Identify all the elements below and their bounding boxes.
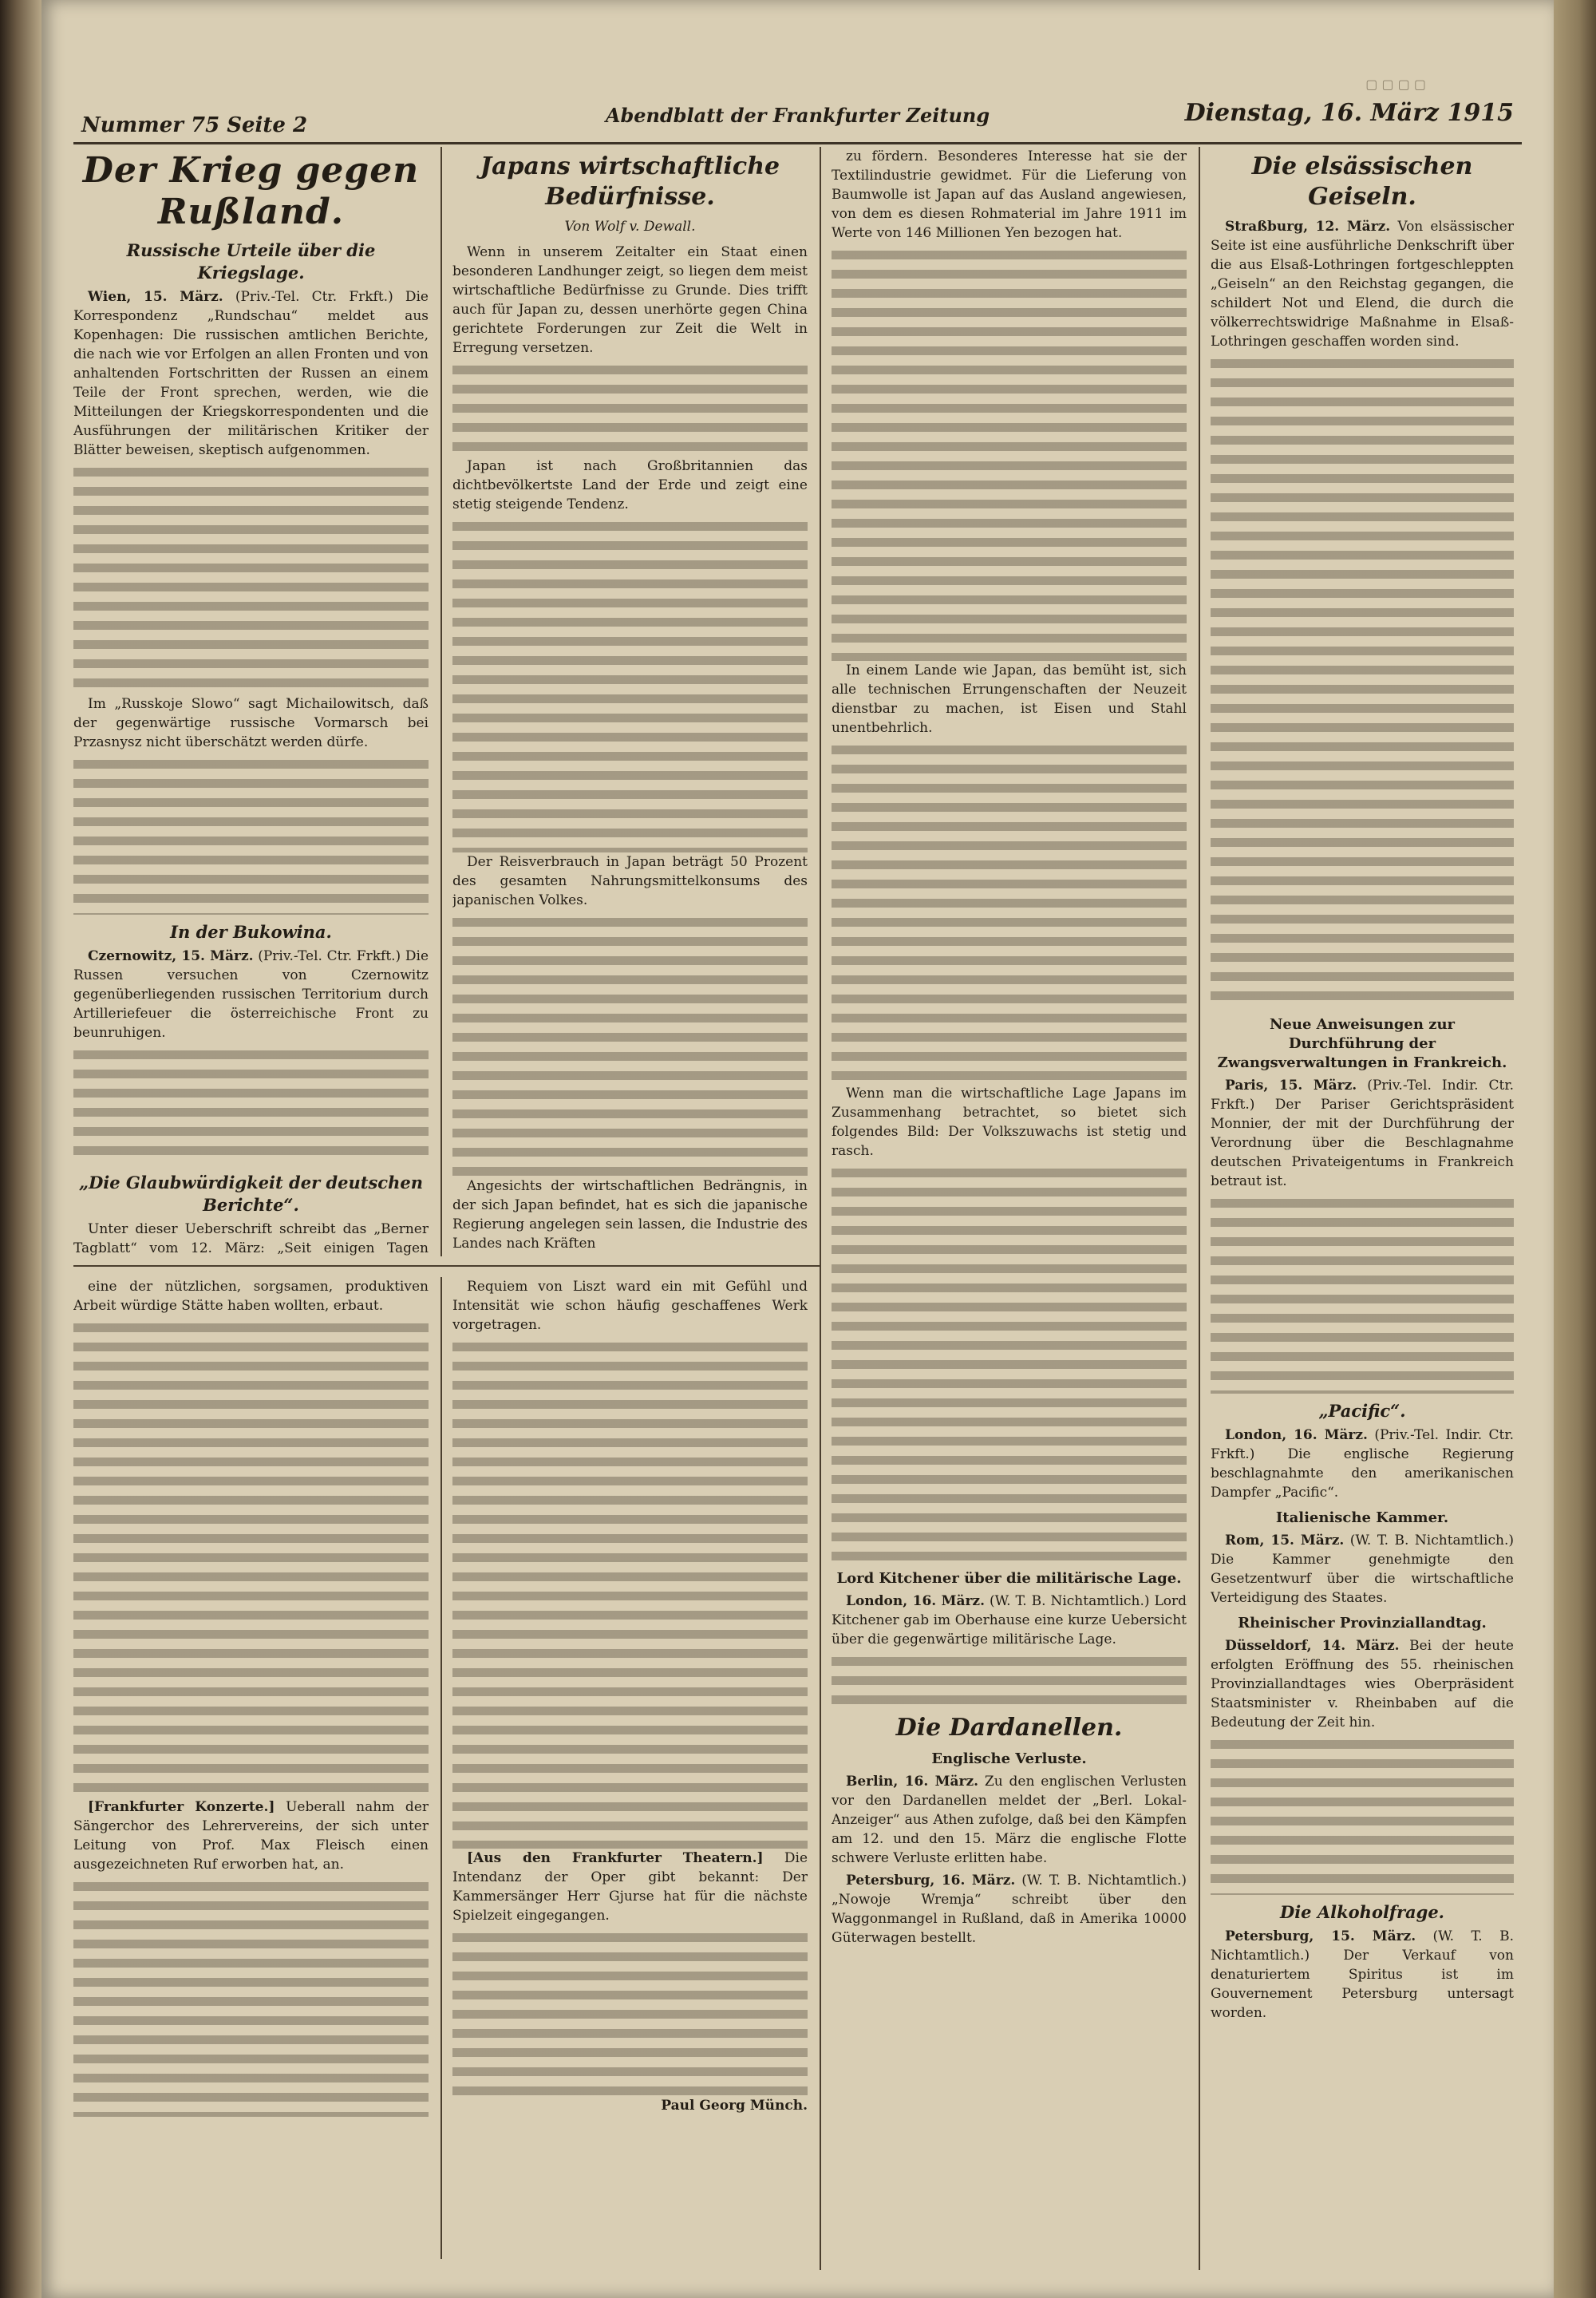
- text-block: [73, 1046, 429, 1165]
- headline-dardanellen: Die Dardanellen.: [895, 1714, 1123, 1742]
- article-paragraph: eine der nützlichen, sorgsamen, produktiven Arbeit würdige Stätte haben wollten, erbaut.: [73, 1279, 429, 1314]
- headline-kitchener: Lord Kitchener über die militärische Lage.: [836, 1570, 1182, 1587]
- headline-alkohol: Die Alkoholfrage.: [1279, 1902, 1444, 1922]
- headline-geiseln: Die elsässischen Geiseln.: [1251, 152, 1473, 211]
- article-paragraph: Japan ist nach Großbritannien das dichtbevölkertste Land der Erde und zeigt eine stetig steigende Tendenz.: [452, 458, 808, 512]
- article-paragraph: Paris, 15. März. (Priv.-Tel. Indir. Ctr. Frkft.) Der Pariser Gerichtspräsident Monnier, der mit der Durchführung der Verordnung über die Beschlagnahme deutschen Privateigentums in Frankreich betraut ist.: [1211, 1078, 1514, 1189]
- article-paragraph: London, 16. März. (Priv.-Tel. Indir. Ctr. Frkft.) Die englische Regierung beschlagnahmte den amerikanischen Dampfer „Pacific“.: [1211, 1427, 1514, 1501]
- text-block: [1211, 1735, 1514, 1895]
- column-1: [73, 147, 429, 1256]
- text-block: [1211, 354, 1514, 1009]
- subhead-bukowina: In der Bukowina.: [170, 922, 332, 942]
- signature: Paul Georg Münch.: [661, 2098, 808, 2114]
- article-paragraph: Straßburg, 12. März. Von elsässischer Seite ist eine ausführliche Denkschrift über die aus Elsaß-Lothringen fortgeschleppten „Geiseln“ an den Reichstag gegangen, die schildert Not und Elend, die durch die völkerrechtswidrige Maßnahme in Elsaß-Lothringen geschaffen worden sind.: [1211, 219, 1514, 350]
- subhead-urteile: Russische Urteile über die Kriegslage.: [126, 240, 376, 283]
- text-block: [452, 1338, 808, 1849]
- headline-krieg: Der Krieg gegen Rußland.: [82, 150, 420, 232]
- article-paragraph: Czernowitz, 15. März. (Priv.-Tel. Ctr. Frkft.) Die Russen versuchen von Czernowitz gegenüberliegenden russischen Territorium durch Artilleriefeuer die österreichische Front zu beunruhigen.: [73, 948, 429, 1041]
- issue-date: Dienstag, 16. März 1915: [1184, 99, 1514, 127]
- article-paragraph: Wien, 15. März. (Priv.-Tel. Ctr. Frkft.) Die Korrespondenz „Rundschau“ meldet aus Kopenhagen: Die russischen amtlichen Berichte, die nach wie vor Erfolgen an allen Fronten und von anhaltenden Fortschritten der Russen an einem Teile der Front sprechen, werden, wie die Mitteilungen der Kriegskorrespondenten und die Ausführungen der militärischen Kritiker der Blätter beweisen, skeptisch aufgenommen.: [73, 289, 429, 458]
- page-edge: [1554, 0, 1596, 2298]
- article-paragraph: Angesichts der wirtschaftlichen Bedrängnis, in der sich Japan befindet, hat es sich die japanische Regierung angelegen sein lassen, die Industrie des Landes nach Kräften: [452, 1178, 808, 1252]
- text-block: [1211, 1194, 1514, 1394]
- article-paragraph: [Aus den Frankfurter Theatern.] Die Intendanz der Oper gibt bekannt: Der Kammersänger Herr Gjurse hat für die nächste Spielzeit eingegangen.: [452, 1850, 808, 1924]
- article-paragraph: Wenn man die wirtschaftliche Lage Japans im Zusammenhang betrachtet, so bietet sich folgendes Bild: Der Volkszuwachs ist stetig und rasch.: [832, 1086, 1187, 1159]
- text-block: [73, 755, 429, 915]
- subhead-glaubwuerdigkeit: „Die Glaubwürdigkeit der deutschen Berichte“.: [78, 1173, 423, 1215]
- masthead: [73, 70, 1522, 144]
- text-block: [832, 246, 1187, 661]
- article-paragraph: Petersburg, 16. März. (W. T. B. Nichtamtlich.) „Nowoje Wremja“ schreibt über den Waggonmangel in Rußland, daß in Amerika 10000 Güterwagen bestellt.: [832, 1873, 1187, 1946]
- article-paragraph: Wenn in unserem Zeitalter ein Staat einen besonderen Landhunger zeigt, so liegen dem meist wirtschaftliche Bedürfnisse zu Grunde. Dies trifft auch für Japan zu, dessen unerhörte gegen China gerichtete Forderungen zur Zeit die Welt in Erregung versetzen.: [452, 244, 808, 356]
- column-rule: [820, 147, 821, 2270]
- text-block: [452, 361, 808, 457]
- column-4: [1211, 147, 1514, 2270]
- article-paragraph: Petersburg, 15. März. (W. T. B. Nichtamtlich.) Der Verkauf von denaturiertem Spiritus ist im Gouvernement Petersburg untersagt worden.: [1211, 1928, 1514, 2021]
- article-paragraph: [Frankfurter Konzerte.] Ueberall nahm der Sängerchor des Lehrervereins, der sich unter Leitung von Prof. Max Fleisch einen ausgezeichneten Ruf erworben hat, an.: [73, 1799, 429, 1873]
- article-paragraph: Im „Russkoje Slowo“ sagt Michailowitsch, daß der gegenwärtige russische Vormarsch bei Przasnysz nicht überschätzt werden dürfe.: [73, 696, 429, 750]
- article-paragraph: Requiem von Liszt ward ein mit Gefühl und Intensität wie schon häufig geschaffenes Werk vorgetragen.: [452, 1279, 808, 1333]
- issue-number: Nummer 75 Seite 2: [81, 113, 308, 137]
- text-block: [73, 463, 429, 694]
- article-paragraph: In einem Lande wie Japan, das bemüht ist, sich alle technischen Errungenschaften der Neuzeit dienstbar zu machen, ist Eisen und Stahl unentbehrlich.: [832, 663, 1187, 736]
- text-block: [73, 1319, 429, 1798]
- text-block: [452, 913, 808, 1177]
- text-block: [452, 517, 808, 852]
- column-rule: [1199, 147, 1200, 2270]
- article-paragraph: Unter dieser Ueberschrift schreibt das „Berner Tagblatt“ vom 12. März: „Seit einigen Tagen: [73, 1221, 429, 1256]
- paper-name: Abendblatt der Frankfurter Zeitung: [605, 104, 990, 127]
- feuilleton-rule: [73, 1265, 820, 1267]
- feuilleton-right: [452, 1277, 808, 2259]
- byline: Von Wolf v. Dewall.: [564, 219, 696, 235]
- article-paragraph: Düsseldorf, 14. März. Bei der heute erfolgten Eröffnung des 55. rheinischen Provinziallandtages wies Oberpräsident Staatsminister v. Rheinbaben auf die Bedeutung der Zeit hin.: [1211, 1638, 1514, 1730]
- article-paragraph: London, 16. März. (W. T. B. Nichtamtlich.) Lord Kitchener gab im Oberhause eine kurze Uebersicht über die gegenwärtige militärische Lage.: [832, 1593, 1187, 1647]
- text-block: [832, 741, 1187, 1084]
- newspaper-page: [41, 0, 1554, 2298]
- text-block: [452, 1928, 808, 2096]
- column-rule: [440, 147, 442, 1256]
- headline-provinziallandtag: Rheinischer Provinziallandtag.: [1238, 1615, 1487, 1632]
- headline-kammer: Italienische Kammer.: [1275, 1509, 1449, 1526]
- article-paragraph: zu fördern. Besonderes Interesse hat sie der Textilindustrie gewidmet. Für die Lieferung von Baumwolle ist Japan auf das Ausland angewiesen, von dem es diesen Rohmaterial im Jahre 1911 im Werte von 146 Millionen Yen bezogen hat.: [832, 148, 1187, 241]
- headline-japan: Japans wirtschaftliche Bedürfnisse.: [480, 152, 780, 211]
- article-paragraph: Der Reisverbrauch in Japan beträgt 50 Prozent des gesamten Nahrungsmittelkonsums des japanischen Volkes.: [452, 854, 808, 908]
- library-stamp: ▢ ▢ ▢ ▢: [1365, 77, 1426, 92]
- text-block: [832, 1652, 1187, 1708]
- subhead-verluste: Englische Verluste.: [931, 1750, 1087, 1767]
- column-2: [452, 147, 808, 1256]
- book-binding: [0, 0, 41, 2298]
- headline-anweisungen: Neue Anweisungen zur Durchführung der Zwangsverwaltungen in Frankreich.: [1217, 1016, 1507, 1071]
- article-paragraph: Berlin, 16. März. Zu den englischen Verlusten vor den Dardanellen meldet der „Berl. Lokal-Anzeiger“ aus Athen zufolge, daß bei den Kämpfen am 12. und den 15. März die englische Flotte schwere Verluste erlitten habe.: [832, 1774, 1187, 1866]
- article-paragraph: Rom, 15. März. (W. T. B. Nichtamtlich.) Die Kammer genehmigte den Gesetzentwurf über die wirtschaftliche Verteidigung des Staates.: [1211, 1533, 1514, 1606]
- column-3: [832, 147, 1187, 2270]
- feuilleton-left: [73, 1277, 429, 2259]
- text-block: [832, 1164, 1187, 1563]
- column-rule: [440, 1277, 442, 2259]
- text-block: [73, 1877, 429, 2117]
- headline-pacific: „Pacific“.: [1318, 1401, 1406, 1421]
